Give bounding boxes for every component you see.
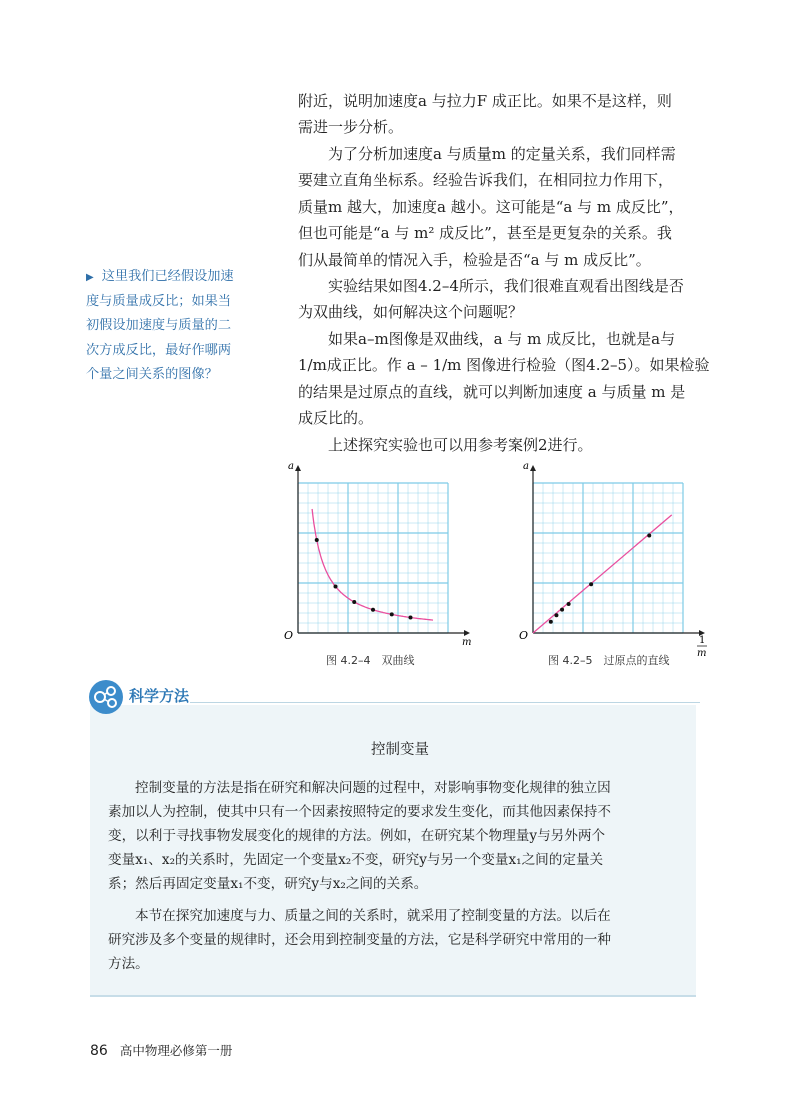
text-line: 实验结果如图4.2–4所示，我们很难直观看出图线是否 (328, 277, 684, 295)
text-line: 为了分析加速度a 与质量m 的定量关系，我们同样需 (328, 145, 676, 163)
molecule-icon (89, 680, 123, 714)
y-axis-arrow (530, 465, 536, 471)
paragraph-3 (298, 273, 708, 326)
text-line: 成反比的。 (298, 409, 374, 428)
paragraph-1 (298, 88, 708, 141)
chart-caption: 图 4.2–5 过原点的直线 (548, 654, 670, 667)
data-point (334, 585, 338, 589)
text-line: 控制变量的方法是指在研究和解决问题的过程中，对影响事物变化规律的独立因 (135, 780, 611, 796)
data-point (549, 620, 553, 624)
text-line: 素加以人为控制，使其中只有一个因素按照特定的要求发生变化，而其他因素保持不 (108, 804, 611, 820)
origin-label: O (284, 629, 294, 642)
page-footer (90, 1041, 232, 1059)
data-point (554, 613, 558, 617)
data-point (409, 616, 413, 620)
text-line: 变，以利于寻找事物发展变化的规律的方法。例如，在研究某个物理量y与另外两个 (108, 828, 606, 844)
text-line: 上述探究实验也可以用参考案例2进行。 (328, 436, 593, 454)
paragraph-2 (298, 141, 708, 273)
method-label: 科学方法 (129, 687, 190, 705)
text-line: 质量m 越大，加速度a 越小。这可能是“a 与 m 成反比”， (298, 197, 684, 216)
data-point (589, 582, 593, 586)
side-note (86, 265, 276, 387)
data-point (352, 600, 356, 604)
data-point (315, 538, 319, 542)
method-paragraph-1 (108, 776, 678, 896)
data-point (560, 608, 564, 612)
text-line: 方法。 (108, 956, 149, 972)
data-point (371, 608, 375, 612)
method-paragraph-2 (108, 904, 678, 976)
text-line: 研究涉及多个变量的规律时，还会用到控制变量的方法，它是科学研究中常用的一种 (108, 932, 611, 948)
text-line: 系；然后再固定变量x₁不变，研究y与x₂之间的关系。 (108, 876, 428, 892)
triangle-marker-icon: ▶ (86, 272, 94, 283)
data-point (390, 612, 394, 616)
side-note-line: 次方成反比，最好作哪两 (86, 342, 232, 358)
text-line: 本节在探究加速度与力、质量之间的关系时，就采用了控制变量的方法。以后在 (135, 908, 611, 924)
side-note-line: 度与质量成反比；如果当 (86, 294, 232, 310)
data-point (647, 534, 651, 538)
text-line: 要建立直角坐标系。经验告诉我们，在相同拉力作用下， (298, 171, 674, 190)
x-axis-label-denominator: m (697, 648, 707, 659)
side-note-line: ▶ 这里我们已经假设加速 (86, 269, 234, 284)
page-number: 86 (90, 1043, 108, 1059)
chart-hyperbola (280, 455, 480, 655)
text-line: 们从最简单的情况入手，检验是否“a 与 m 成反比”。 (298, 250, 651, 269)
text-line: 的结果是过原点的直线，就可以判断加速度 a 与质量 m 是 (298, 382, 686, 401)
text-line: 但也可能是“a 与 m² 成反比”，甚至是更复杂的关系。我 (298, 224, 672, 243)
x-axis-label-numerator: 1 (699, 635, 706, 646)
text-line: 附近，说明加速度a 与拉力F 成正比。如果不是这样，则 (298, 92, 672, 110)
paragraph-4 (298, 326, 708, 432)
text-line: 如果a–m图像是双曲线，a 与 m 成反比，也就是a与 (328, 330, 676, 348)
y-axis-label: a (523, 461, 529, 472)
chart-caption: 图 4.2–4 双曲线 (326, 654, 415, 667)
x-axis-arrow (464, 630, 470, 636)
y-axis-arrow (295, 465, 301, 471)
hyperbola-curve (312, 509, 433, 620)
text-line: 需进一步分析。 (298, 118, 404, 137)
text-line: 为双曲线，如何解决这个问题呢？ (298, 303, 524, 322)
box-title: 控制变量 (371, 742, 429, 758)
chart-straight-line (515, 455, 715, 660)
book-title: 高中物理必修第一册 (119, 1043, 233, 1058)
x-axis-label: m (462, 637, 472, 648)
side-note-line: 初假设加速度与质量的二 (86, 318, 232, 334)
side-note-line: 个量之间关系的图像？ (86, 366, 218, 382)
origin-label: O (519, 629, 529, 642)
text-line: 变量x₁、x₂的关系时，先固定一个变量x₂不变，研究y与另一个变量x₁之间的定量关 (108, 852, 604, 868)
method-divider (190, 702, 700, 703)
y-axis-label: a (288, 461, 294, 472)
text-line: 1/m成正比。作 a – 1/m 图像进行检验（图4.2–5）。如果检验 (298, 356, 710, 375)
data-point (567, 602, 571, 606)
